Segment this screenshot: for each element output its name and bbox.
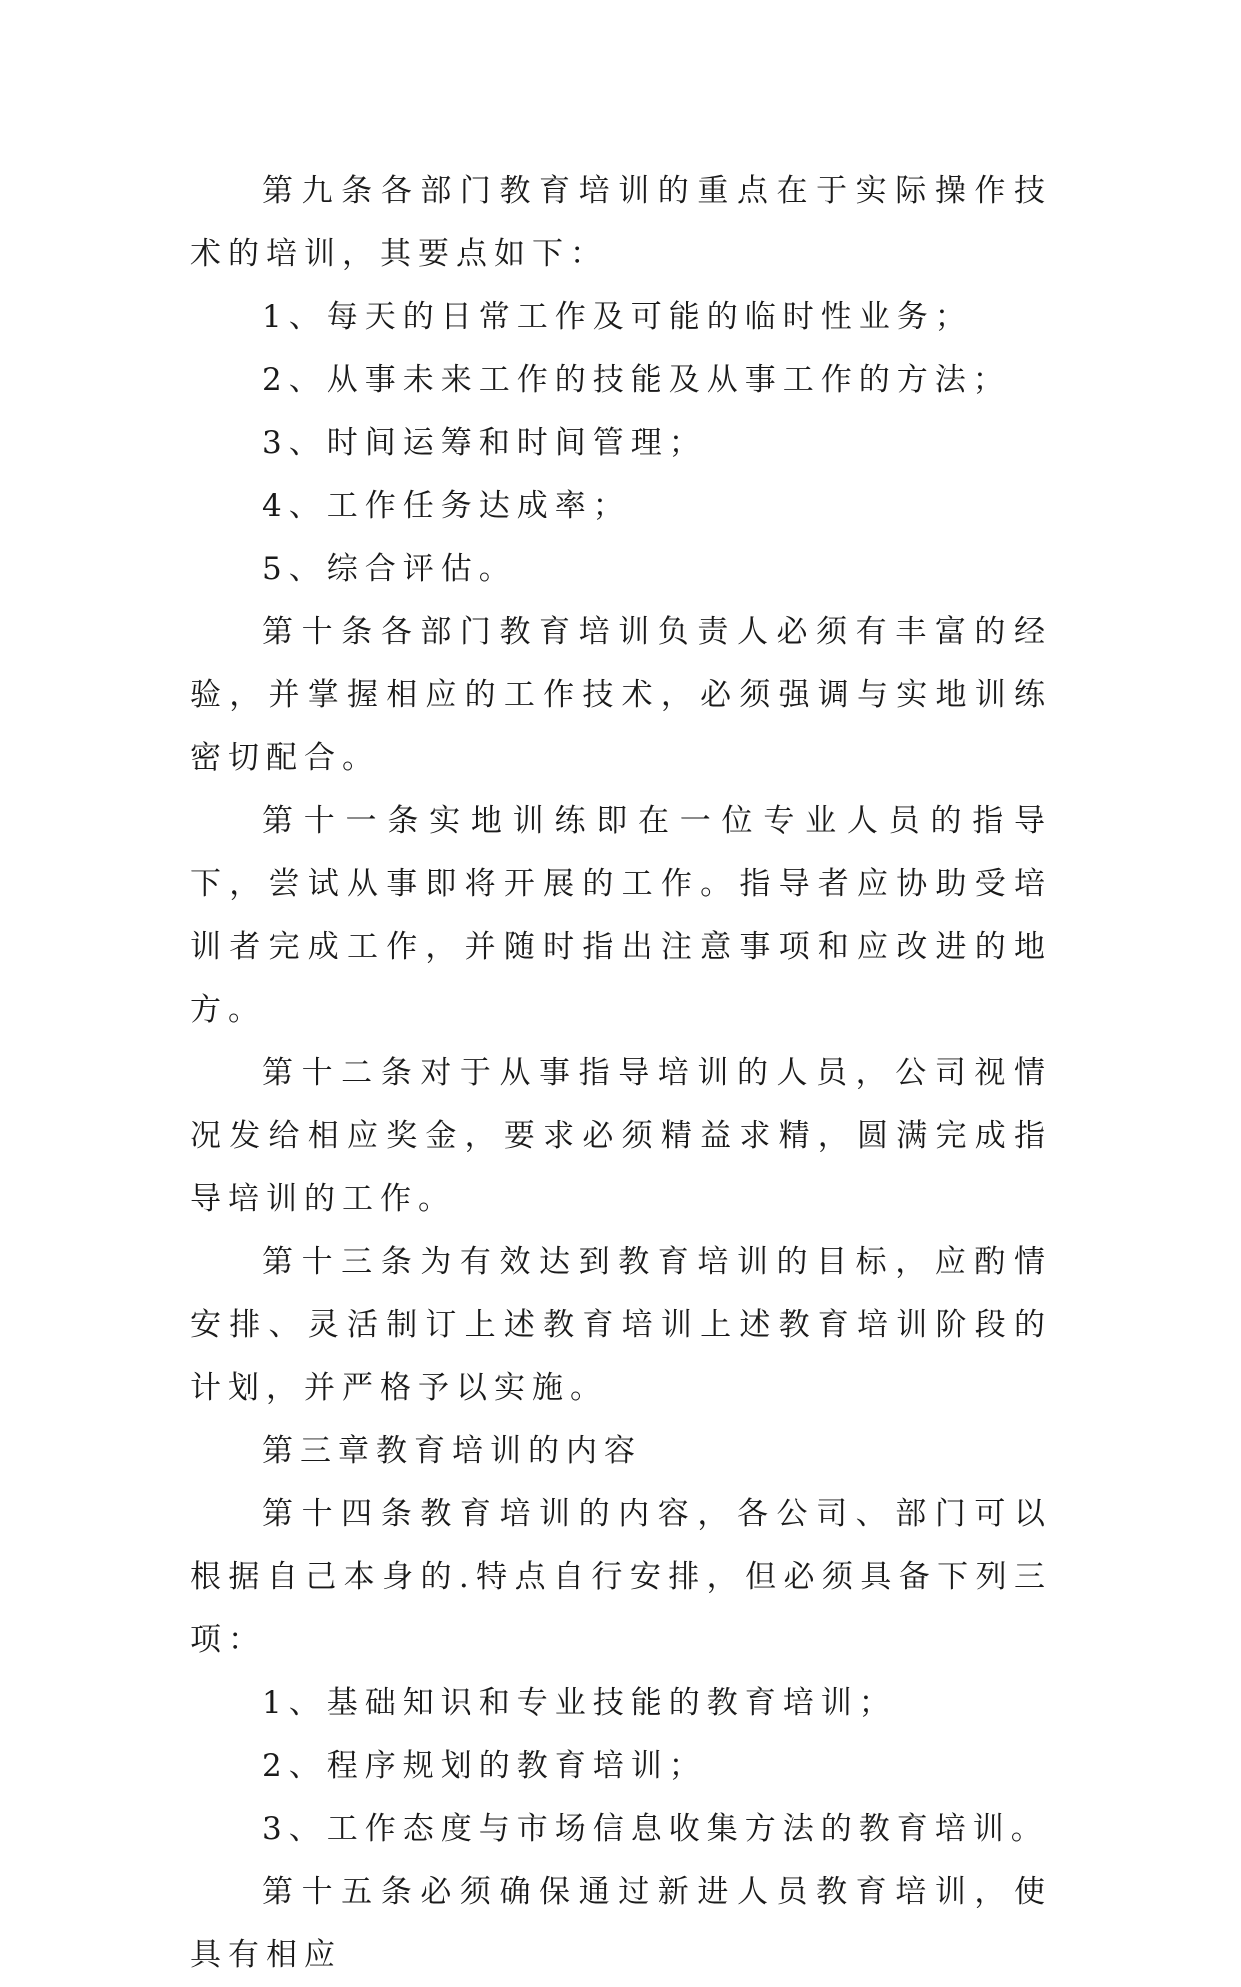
list-item: 5、综合评估。	[262, 551, 517, 587]
paragraph-article-14: 第十四条教育培训的内容，各公司、部门可以根据自己本身的.特点自行安排，但必须具备下列三项：	[190, 1496, 1052, 1658]
list-item: 2、从事未来工作的技能及从事工作的方法；	[262, 362, 1011, 398]
list-item: 3、工作态度与市场信息收集方法的教育培训。	[262, 1811, 1049, 1847]
list-item: 2、程序规划的教育培训；	[262, 1748, 707, 1784]
list-item: 3、时间运筹和时间管理；	[262, 425, 707, 461]
paragraph-article-9: 第九条各部门教育培训的重点在于实际操作技术的培训，其要点如下：	[190, 173, 1052, 272]
paragraph-article-11: 第十一条实地训练即在一位专业人员的指导下，尝试从事即将开展的工作。指导者应协助受培训者完成工作，并随时指出注意事项和应改进的地方。	[190, 803, 1052, 1028]
paragraph-article-12: 第十二条对于从事指导培训的人员，公司视情况发给相应奖金，要求必须精益求精，圆满完成指导培训的工作。	[190, 1055, 1052, 1217]
list-item: 4、工作任务达成率；	[262, 488, 631, 524]
document-body	[190, 160, 1052, 1987]
list-item: 1、基础知识和专业技能的教育培训；	[262, 1685, 897, 1721]
chapter-heading: 第三章教育培训的内容	[262, 1433, 642, 1469]
paragraph-article-13: 第十三条为有效达到教育培训的目标，应酌情安排、灵活制订上述教育培训上述教育培训阶段的计划，并严格予以实施。	[190, 1244, 1052, 1406]
paragraph-article-10: 第十条各部门教育培训负责人必须有丰富的经验，并掌握相应的工作技术，必须强调与实地训练密切配合。	[190, 614, 1052, 776]
paragraph-article-15: 第十五条必须确保通过新进人员教育培训，使具有相应	[190, 1874, 1052, 1973]
list-item: 1、每天的日常工作及可能的临时性业务；	[262, 299, 973, 335]
